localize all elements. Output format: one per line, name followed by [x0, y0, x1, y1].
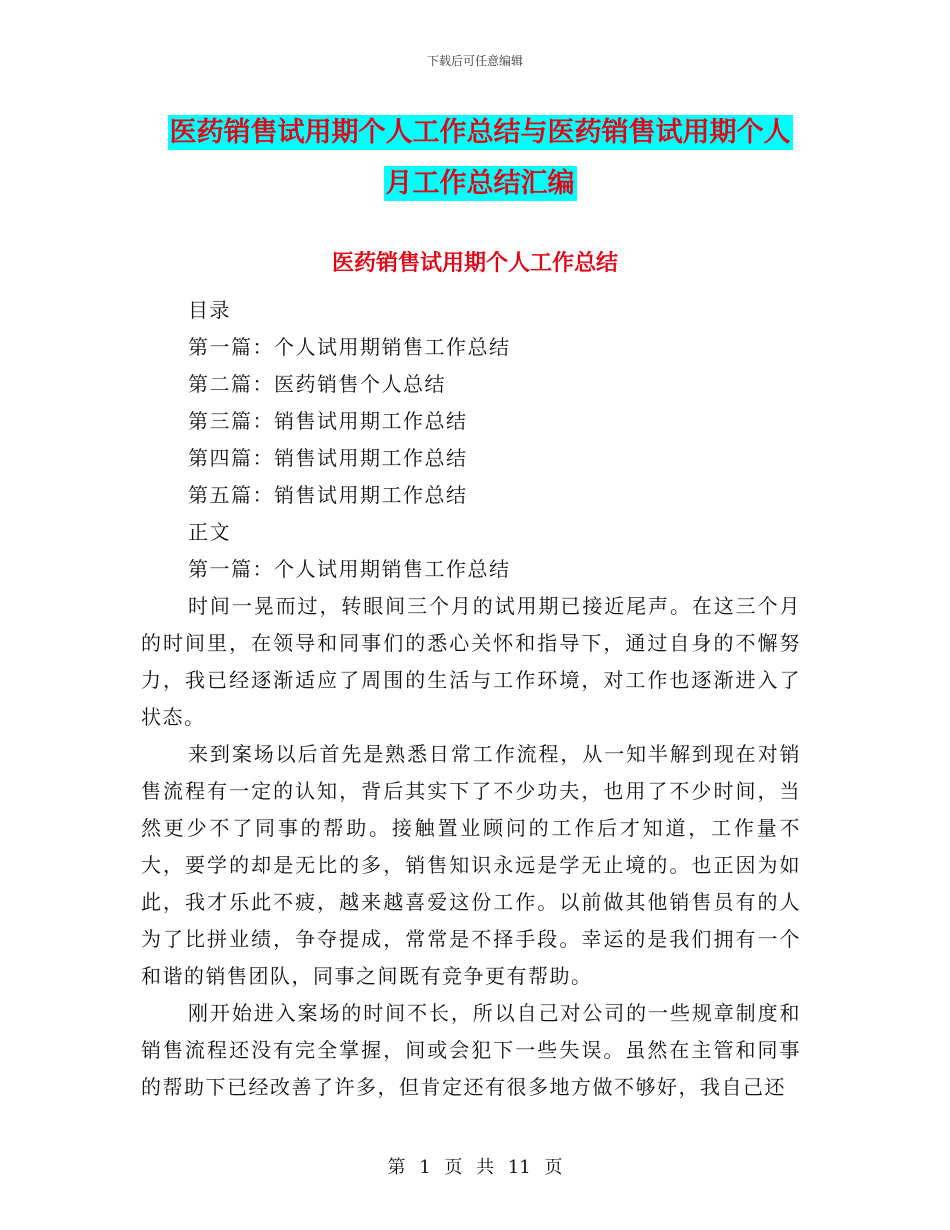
header-note: 下载后可任意编辑	[426, 54, 523, 68]
toc-item: 第一篇：个人试用期销售工作总结	[188, 335, 511, 359]
body-paragraph: 刚开始进入案场的时间不长，所以自己对公司的一些规章制度和销售流程还没有完全掌握，间或会犯下一些失误。虽然在主管和同事的帮助下已经改善了许多，但肯定还有很多地方做不够好，我自己还	[141, 1001, 801, 1099]
document-body	[141, 292, 801, 1106]
main-title	[140, 107, 820, 209]
body-paragraph: 来到案场以后首先是熟悉日常工作流程，从一知半解到现在对销售流程有一定的认知，背后其实下了不少功夫，也用了不少时间，当然更少不了同事的帮助。接触置业顾问的工作后才知道，工作量不大，要学的却是无比的多，销售知识永远是学无止境的。也正因为如此，我才乐此不疲，越来越喜爱这份工作。以前做其他销售员有的人为了比拼业绩，争夺提成，常常是不择手段。幸运的是我们拥有一个和谐的销售团队，同事之间既有竞争更有帮助。	[141, 742, 801, 988]
toc-item: 第二篇：医药销售个人总结	[188, 372, 446, 396]
section-title: 医药销售试用期个人工作总结	[331, 251, 618, 276]
chapter-heading: 第一篇：个人试用期销售工作总结	[188, 557, 511, 581]
toc-item: 第四篇：销售试用期工作总结	[188, 446, 468, 470]
body-label: 正文	[188, 520, 231, 544]
toc-item: 第三篇：销售试用期工作总结	[188, 409, 468, 433]
main-title-line1: 医药销售试用期个人工作总结与医药销售试用期个人	[169, 117, 791, 148]
toc-item: 第五篇：销售试用期工作总结	[188, 483, 468, 507]
main-title-line2: 月工作总结汇编	[385, 168, 575, 199]
toc-label: 目录	[188, 298, 231, 322]
page-footer: 第 1 页 共 11 页	[387, 1157, 563, 1178]
body-paragraph: 时间一晃而过，转眼间三个月的试用期已接近尾声。在这三个月的时间里，在领导和同事们的悉心关怀和指导下，通过自身的不懈努力，我已经逐渐适应了周围的生活与工作环境，对工作也逐渐进入了状态。	[141, 594, 801, 729]
